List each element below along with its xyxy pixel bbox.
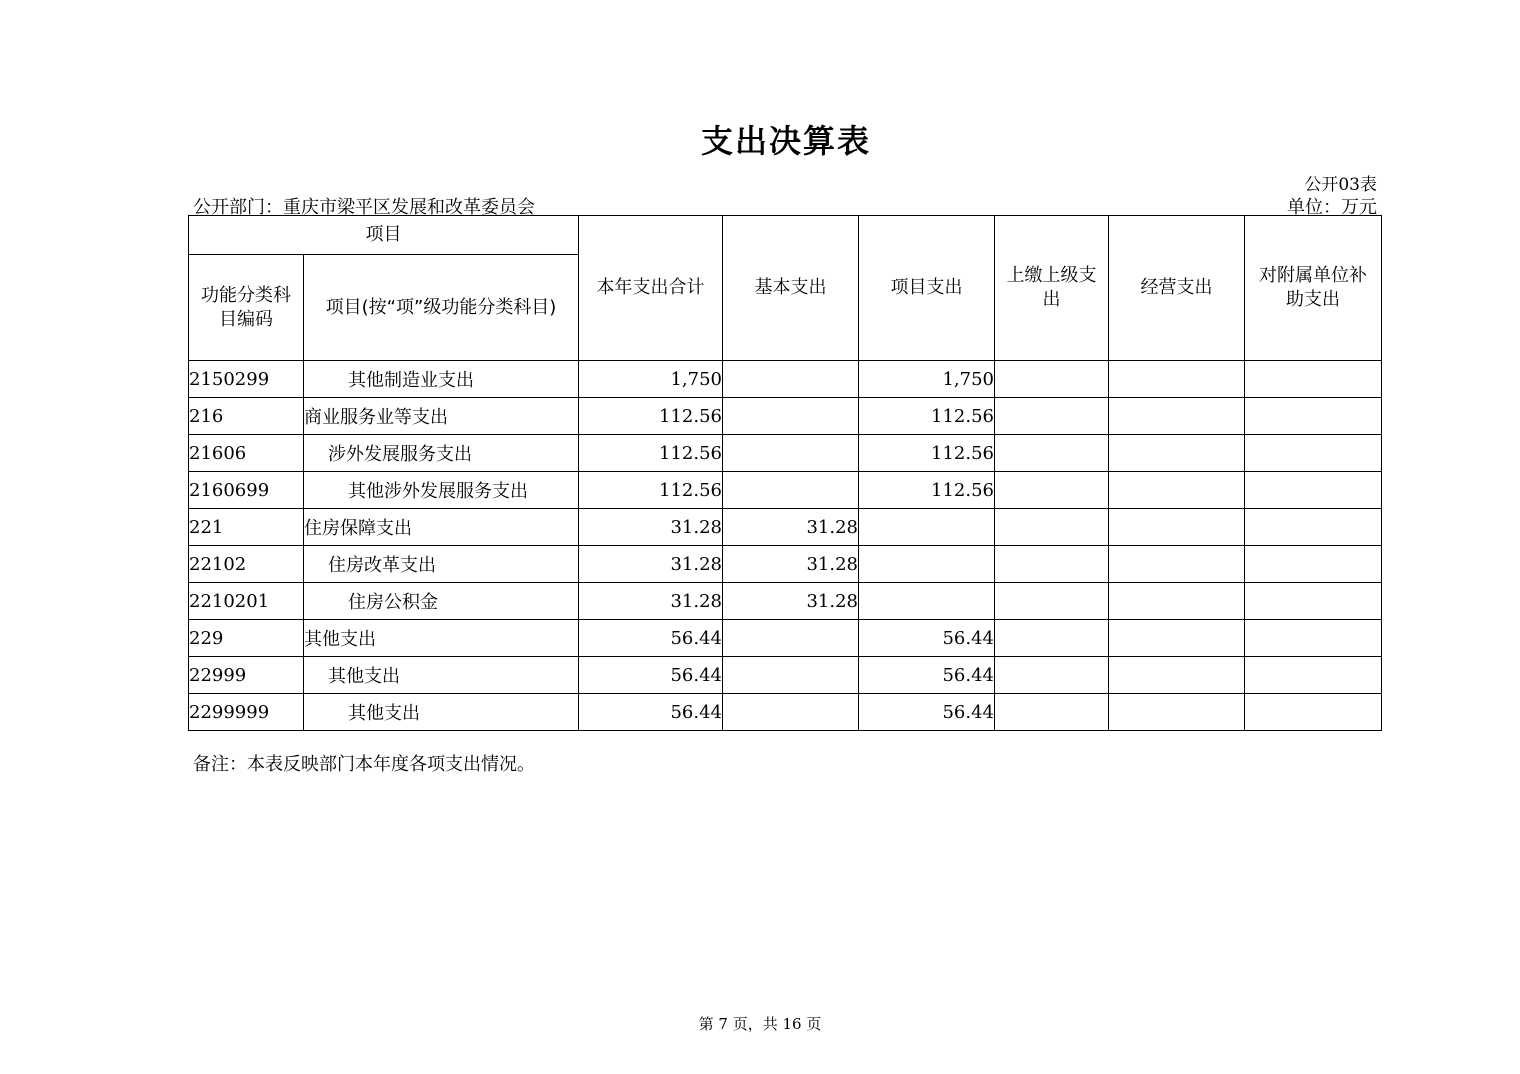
- cell-basic: 31.28: [723, 546, 859, 583]
- cell-business: [1109, 546, 1245, 583]
- cell-subsidy: [1245, 435, 1382, 472]
- cell-subsidy: [1245, 472, 1382, 509]
- cell-name: 住房公积金: [304, 583, 579, 620]
- cell-code: 2150299: [189, 361, 304, 398]
- cell-code: 216: [189, 398, 304, 435]
- cell-subsidy: [1245, 694, 1382, 731]
- cell-name: 其他支出: [304, 694, 579, 731]
- cell-subsidy: [1245, 620, 1382, 657]
- cell-code: 22999: [189, 657, 304, 694]
- cell-subsidy: [1245, 657, 1382, 694]
- cell-business: [1109, 583, 1245, 620]
- cell-remit: [995, 620, 1109, 657]
- cell-basic: [723, 657, 859, 694]
- cell-name: 住房保障支出: [304, 509, 579, 546]
- cell-remit: [995, 583, 1109, 620]
- header-business: 经营支出: [1109, 216, 1245, 361]
- table-row: [189, 472, 1382, 509]
- cell-project: 56.44: [859, 620, 995, 657]
- cell-code: 2210201: [189, 583, 304, 620]
- cell-basic: 31.28: [723, 509, 859, 546]
- page-footer: 第 7 页，共 16 页: [698, 1015, 822, 1033]
- cell-project: 112.56: [859, 435, 995, 472]
- table-row: [189, 509, 1382, 546]
- cell-code: 22102: [189, 546, 304, 583]
- cell-name: 涉外发展服务支出: [304, 435, 579, 472]
- cell-project: 112.56: [859, 398, 995, 435]
- cell-total: 56.44: [579, 694, 723, 731]
- cell-project: 112.56: [859, 472, 995, 509]
- cell-remit: [995, 435, 1109, 472]
- cell-business: [1109, 694, 1245, 731]
- cell-total: 1,750: [579, 361, 723, 398]
- table-row: [189, 546, 1382, 583]
- cell-total: 112.56: [579, 435, 723, 472]
- cell-remit: [995, 657, 1109, 694]
- expenditure-table: [188, 215, 1382, 731]
- cell-total: 31.28: [579, 546, 723, 583]
- cell-code: 21606: [189, 435, 304, 472]
- cell-total: 56.44: [579, 657, 723, 694]
- cell-remit: [995, 509, 1109, 546]
- header-code: 功能分类科目编码: [189, 255, 304, 361]
- cell-business: [1109, 361, 1245, 398]
- cell-subsidy: [1245, 546, 1382, 583]
- cell-project: [859, 583, 995, 620]
- cell-remit: [995, 546, 1109, 583]
- table-row: [189, 583, 1382, 620]
- header-item-group: 项目: [189, 216, 579, 255]
- page-title: 支出决算表: [700, 122, 871, 160]
- cell-subsidy: [1245, 398, 1382, 435]
- table-row: [189, 435, 1382, 472]
- cell-business: [1109, 509, 1245, 546]
- cell-name: 商业服务业等支出: [304, 398, 579, 435]
- cell-project: 56.44: [859, 657, 995, 694]
- cell-basic: [723, 361, 859, 398]
- cell-code: 2160699: [189, 472, 304, 509]
- header-remit: 上缴上级支出: [995, 216, 1109, 361]
- cell-project: 1,750: [859, 361, 995, 398]
- cell-basic: 31.28: [723, 583, 859, 620]
- cell-code: 229: [189, 620, 304, 657]
- header-total: 本年支出合计: [579, 216, 723, 361]
- cell-code: 221: [189, 509, 304, 546]
- cell-project: [859, 546, 995, 583]
- header-name: 项目(按“项”级功能分类科目): [304, 255, 579, 361]
- cell-subsidy: [1245, 583, 1382, 620]
- cell-subsidy: [1245, 361, 1382, 398]
- cell-total: 31.28: [579, 583, 723, 620]
- cell-project: 56.44: [859, 694, 995, 731]
- cell-total: 112.56: [579, 398, 723, 435]
- table-body: [189, 361, 1382, 731]
- cell-business: [1109, 620, 1245, 657]
- header-basic: 基本支出: [723, 216, 859, 361]
- cell-subsidy: [1245, 509, 1382, 546]
- table-row: [189, 657, 1382, 694]
- cell-remit: [995, 361, 1109, 398]
- cell-name: 其他支出: [304, 657, 579, 694]
- cell-basic: [723, 398, 859, 435]
- table-row: [189, 694, 1382, 731]
- cell-basic: [723, 620, 859, 657]
- cell-remit: [995, 694, 1109, 731]
- cell-name: 其他支出: [304, 620, 579, 657]
- cell-total: 56.44: [579, 620, 723, 657]
- cell-business: [1109, 472, 1245, 509]
- cell-remit: [995, 472, 1109, 509]
- cell-basic: [723, 472, 859, 509]
- cell-name: 其他制造业支出: [304, 361, 579, 398]
- cell-basic: [723, 435, 859, 472]
- table-note: 备注：本表反映部门本年度各项支出情况。: [193, 754, 535, 775]
- cell-remit: [995, 398, 1109, 435]
- header-subsidy: 对附属单位补助支出: [1245, 216, 1382, 361]
- unit-label: 单位：万元: [1287, 197, 1377, 218]
- table-row: [189, 398, 1382, 435]
- cell-total: 112.56: [579, 472, 723, 509]
- department-label: 公开部门：重庆市梁平区发展和改革委员会: [193, 197, 535, 218]
- cell-total: 31.28: [579, 509, 723, 546]
- table-row: [189, 620, 1382, 657]
- table-row: [189, 361, 1382, 398]
- cell-name: 住房改革支出: [304, 546, 579, 583]
- cell-business: [1109, 435, 1245, 472]
- cell-business: [1109, 657, 1245, 694]
- header-project: 项目支出: [859, 216, 995, 361]
- cell-basic: [723, 694, 859, 731]
- cell-name: 其他涉外发展服务支出: [304, 472, 579, 509]
- cell-business: [1109, 398, 1245, 435]
- cell-code: 2299999: [189, 694, 304, 731]
- cell-project: [859, 509, 995, 546]
- form-number: 公开03表: [1304, 175, 1377, 195]
